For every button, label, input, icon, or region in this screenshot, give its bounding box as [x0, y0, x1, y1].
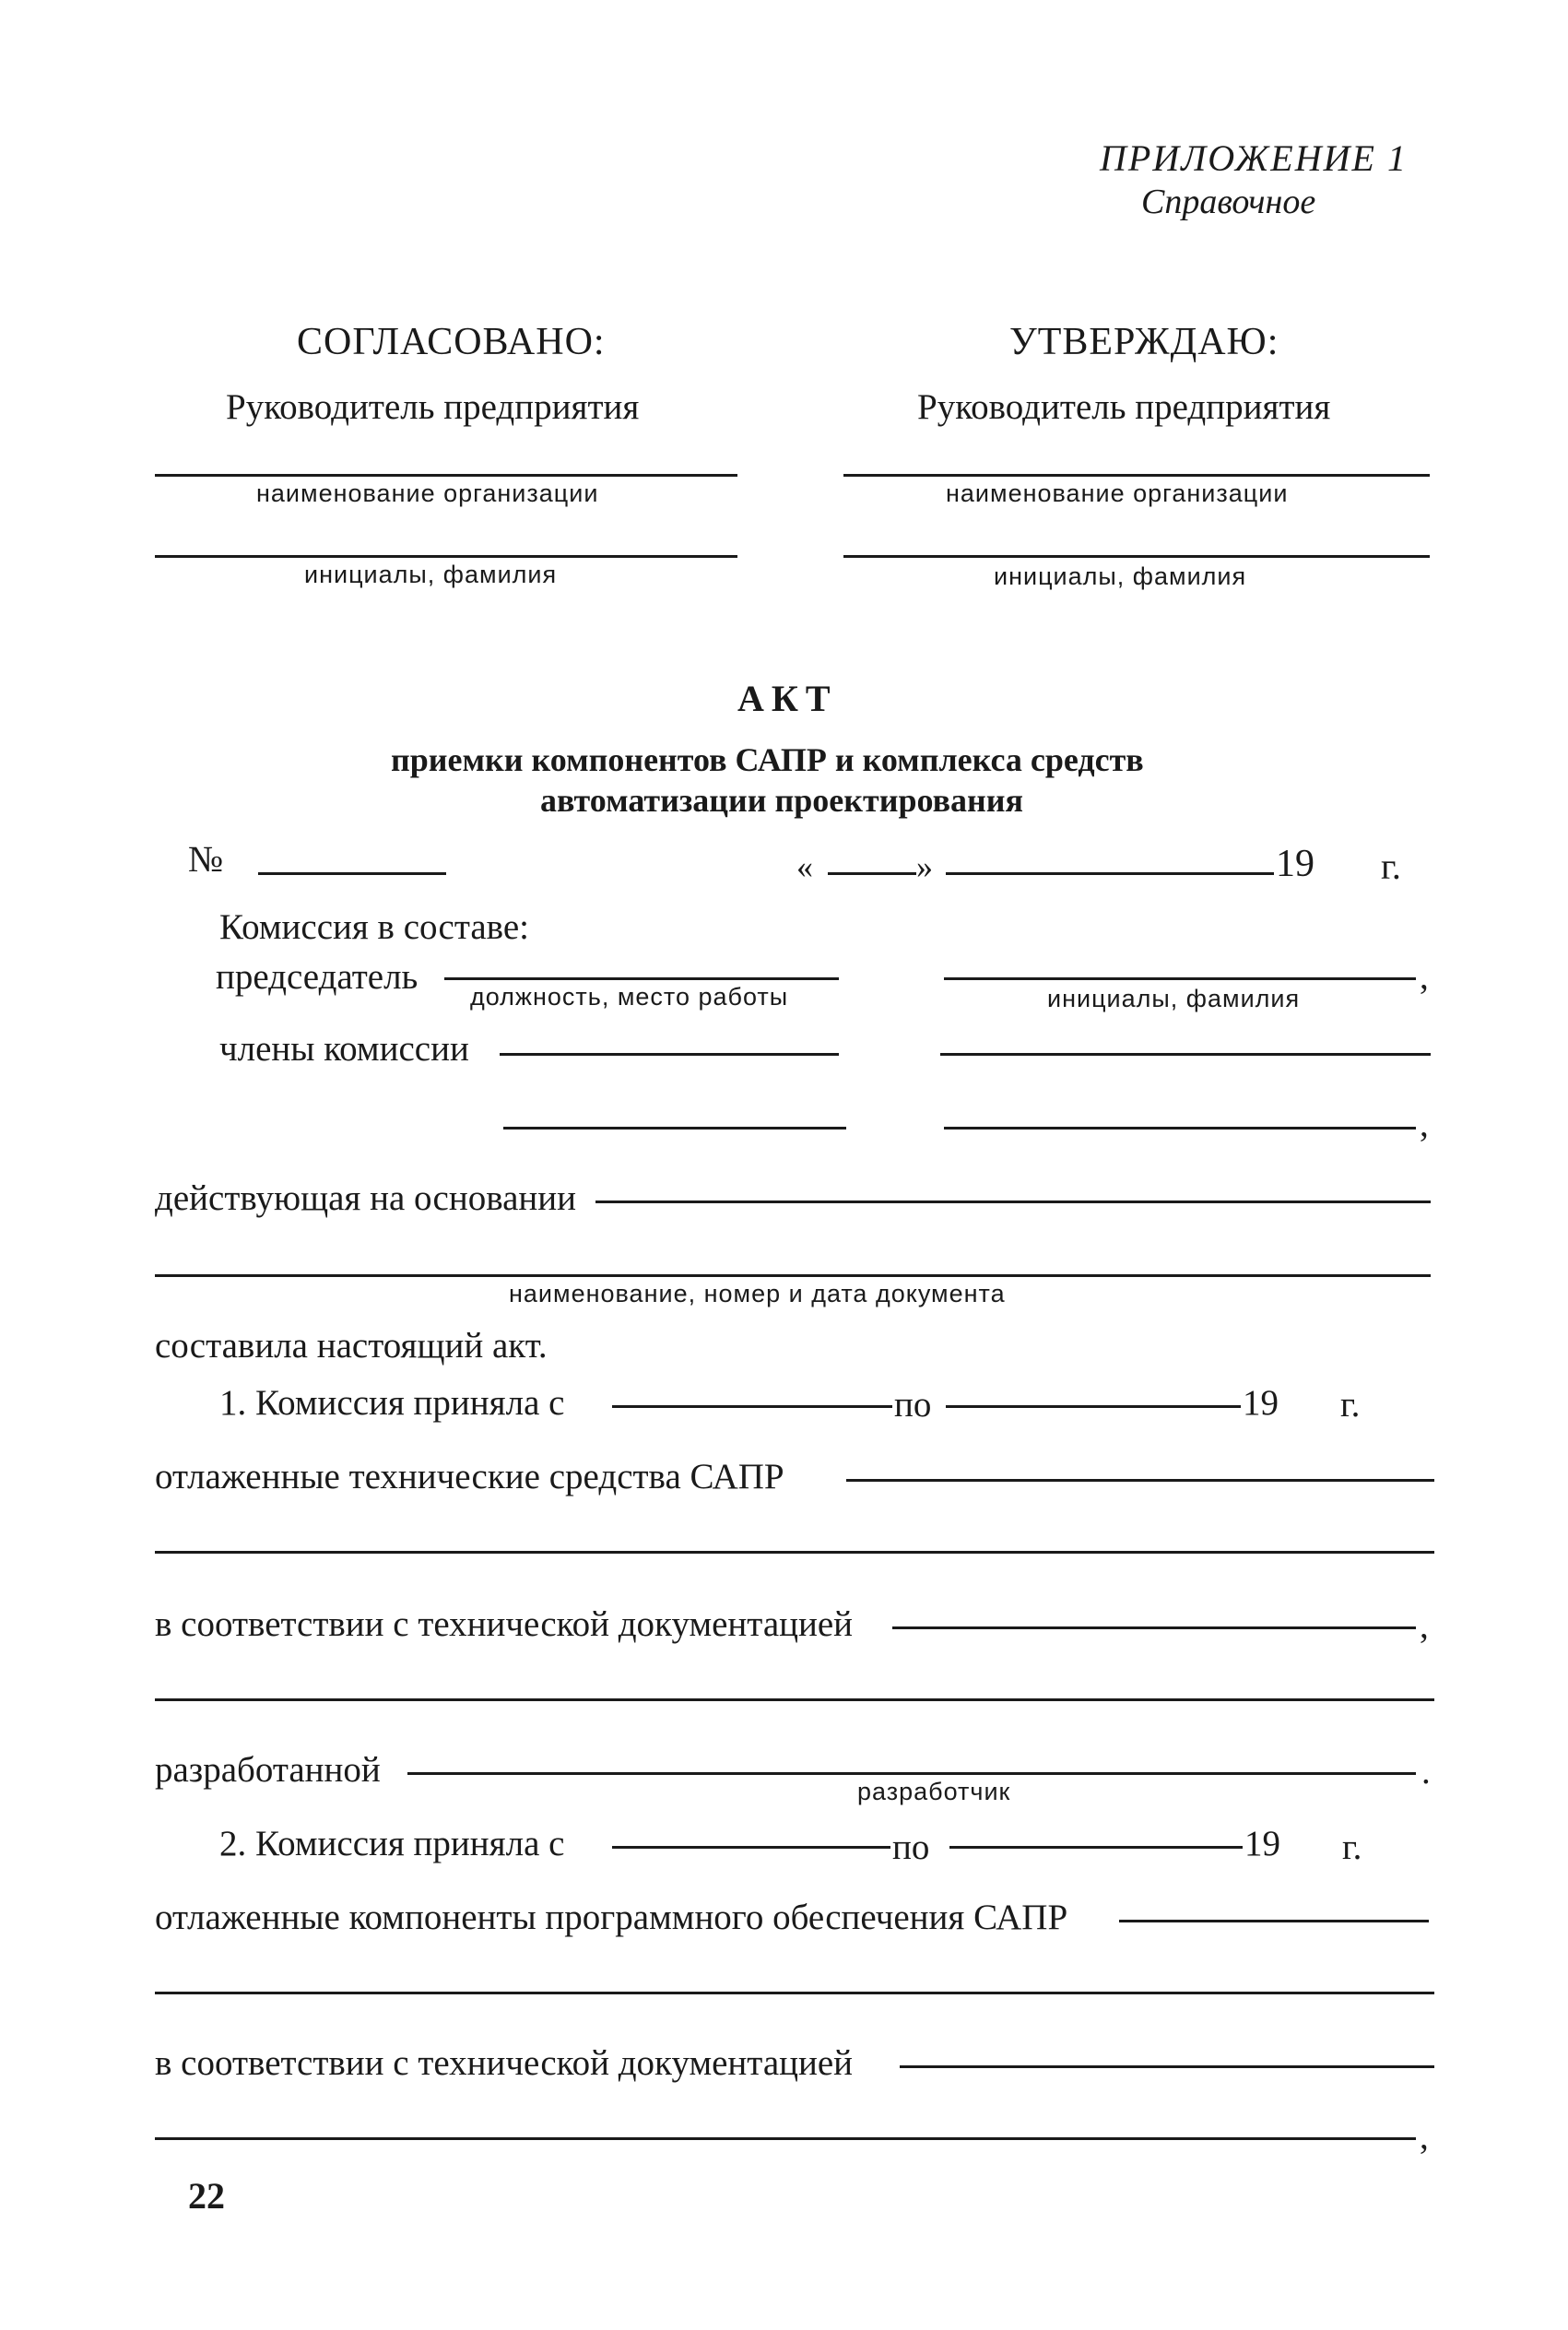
year-suffix: г. [1381, 846, 1401, 887]
members-comma: , [1420, 1105, 1429, 1144]
item-2-docs-line-2 [155, 2137, 1416, 2140]
left-org-caption: наименование организации [256, 479, 599, 507]
quote-close: » [916, 848, 933, 885]
item-2-software-line-2 [155, 1992, 1434, 1994]
right-org-line [843, 474, 1430, 477]
item-1-hardware-line [846, 1479, 1434, 1482]
agreed-heading: СОГЛАСОВАНО: [297, 321, 606, 363]
chairman-position-line [444, 977, 839, 980]
appendix-title: ПРИЛОЖЕНИЕ 1 [1100, 137, 1408, 179]
item-1-year-suffix: г. [1340, 1385, 1361, 1425]
document-subtitle-line-2: автоматизации проектирования [540, 782, 1023, 819]
chairman-name-line [944, 977, 1416, 980]
item-2-docs-line [900, 2065, 1434, 2068]
item-1-accepted: 1. Комиссия приняла с [219, 1383, 565, 1423]
item-2-per-docs: в соответствии с технической документацией [155, 2043, 854, 2083]
item-1-developed: разработанной [155, 1750, 381, 1790]
commission-composition: Комиссия в составе: [219, 907, 529, 947]
item-1-to-line [946, 1405, 1241, 1408]
members-label: члены комиссии [219, 1029, 469, 1069]
left-role: Руководитель предприятия [226, 387, 640, 427]
item-1-hardware-line-2 [155, 1551, 1434, 1554]
member-1-name-line [940, 1053, 1431, 1056]
right-name-caption: инициалы, фамилия [994, 562, 1247, 590]
member-2-name-line [944, 1127, 1416, 1130]
appendix-subtitle: Справочное [1141, 183, 1316, 221]
item-1-docs-line-2 [155, 1698, 1434, 1701]
quote-open: « [796, 848, 813, 885]
document-title: АКТ [737, 678, 838, 719]
item-1-docs-line [892, 1626, 1416, 1629]
item-2-software: отлаженные компоненты программного обеспечения САПР [155, 1898, 1068, 1937]
right-name-line [843, 555, 1430, 558]
item-1-period: . [1421, 1752, 1431, 1792]
item-1-from-line [612, 1405, 892, 1408]
number-line [258, 872, 446, 875]
member-1-position-line [500, 1053, 839, 1056]
chairman-name-caption: инициалы, фамилия [1047, 985, 1301, 1012]
item-2-from-line [612, 1846, 890, 1849]
member-2-position-line [503, 1127, 846, 1130]
page-number: 22 [188, 2175, 225, 2217]
item-2-docs-comma: , [1420, 2117, 1429, 2157]
right-org-caption: наименование организации [946, 479, 1289, 507]
item-1-hardware: отлаженные технические средства САПР [155, 1457, 784, 1496]
year-prefix: 19 [1276, 843, 1315, 885]
item-2-accepted: 2. Комиссия приняла с [219, 1824, 565, 1863]
month-line [946, 872, 1274, 875]
item-1-docs-comma: , [1420, 1606, 1429, 1646]
chairman-comma: , [1420, 957, 1429, 997]
basis-line-2 [155, 1274, 1431, 1277]
left-name-line [155, 555, 737, 558]
position-caption: должность, место работы [470, 983, 789, 1011]
basis-line-1 [595, 1200, 1431, 1203]
item-1-per-docs: в соответствии с технической документацией [155, 1604, 854, 1644]
acting-on-basis: действующая на основании [155, 1178, 577, 1218]
item-2-year-suffix: г. [1342, 1827, 1362, 1867]
item-1-year: 19 [1243, 1383, 1279, 1423]
approved-heading: УТВЕРЖДАЮ: [1009, 321, 1279, 363]
number-sign: № [188, 838, 224, 880]
item-2-to-line [949, 1846, 1243, 1849]
act-drafted: составила настоящий акт. [155, 1326, 548, 1366]
document-caption: наименование, номер и дата документа [509, 1280, 1006, 1307]
item-2-year: 19 [1244, 1824, 1280, 1863]
developer-caption: разработчик [857, 1778, 1011, 1805]
item-2-to: по [892, 1827, 930, 1867]
left-name-caption: инициалы, фамилия [304, 561, 558, 588]
item-2-software-line [1119, 1920, 1429, 1922]
day-line [828, 872, 916, 875]
left-org-line [155, 474, 737, 477]
chairman-label: председатель [216, 957, 419, 997]
item-1-to: по [894, 1385, 932, 1425]
document-subtitle-line-1: приемки компонентов САПР и комплекса средств [391, 741, 1144, 778]
right-role: Руководитель предприятия [917, 387, 1331, 427]
item-1-developer-line [407, 1772, 1416, 1775]
